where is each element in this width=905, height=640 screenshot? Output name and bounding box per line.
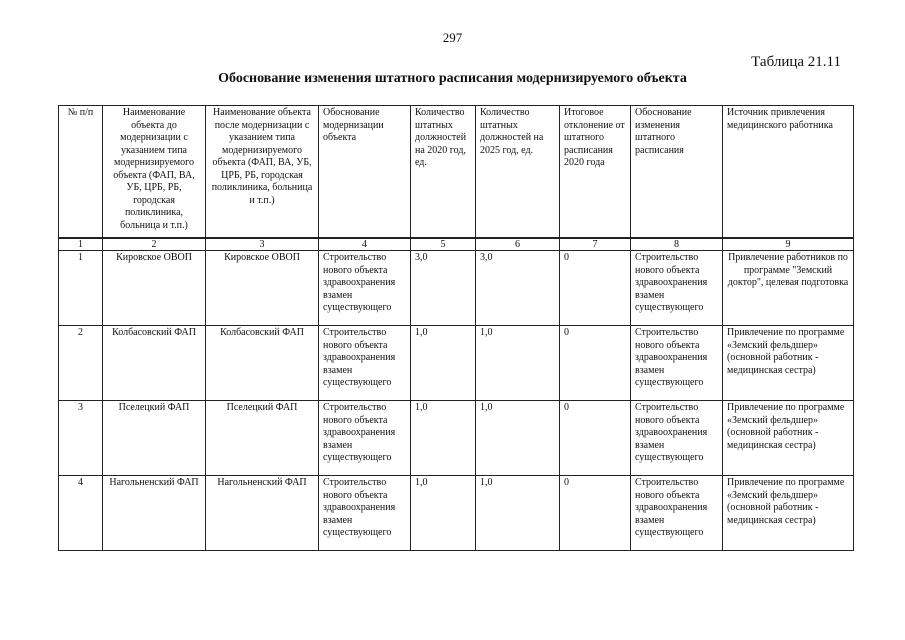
deviation: 0 — [560, 326, 631, 401]
header-row — [59, 106, 854, 239]
change-basis: Строительство нового объекта здравоохранения взамен существующего — [631, 476, 723, 551]
deviation: 0 — [560, 251, 631, 326]
column-number: 1 — [59, 238, 103, 251]
column-number: 2 — [103, 238, 206, 251]
change-basis: Строительство нового объекта здравоохранения взамен существующего — [631, 251, 723, 326]
table-row — [59, 476, 854, 551]
staff-2025: 1,0 — [476, 476, 560, 551]
staff-2025: 3,0 — [476, 251, 560, 326]
staff-2020: 1,0 — [411, 476, 476, 551]
header-cell-modernization-basis: Обоснование модернизации объекта — [319, 106, 411, 239]
staffing-table — [58, 105, 854, 551]
worker-source: Привлечение по программе «Земский фельдшер» (основной работник - медицинская сестра) — [723, 326, 854, 401]
object-after: Кировское ОВОП — [206, 251, 319, 326]
worker-source: Привлечение по программе «Земский фельдшер» (основной работник - медицинская сестра) — [723, 401, 854, 476]
modernization-basis: Строительство нового объекта здравоохранения взамен существующего — [319, 326, 411, 401]
modernization-basis: Строительство нового объекта здравоохранения взамен существующего — [319, 476, 411, 551]
worker-source: Привлечение работников по программе "Земский доктор", целевая подготовка — [723, 251, 854, 326]
column-number: 3 — [206, 238, 319, 251]
staff-2025: 1,0 — [476, 326, 560, 401]
header-cell-source: Источник привлечения медицинского работника — [723, 106, 854, 239]
table-row — [59, 401, 854, 476]
header-cell-staff-2020: Количество штатных должностей на 2020 год, ед. — [411, 106, 476, 239]
row-number: 1 — [59, 251, 103, 326]
staff-2020: 1,0 — [411, 401, 476, 476]
table-row — [59, 326, 854, 401]
object-after: Пселецкий ФАП — [206, 401, 319, 476]
staff-2020: 1,0 — [411, 326, 476, 401]
header-cell-change-basis: Обоснование изменения штатного расписания — [631, 106, 723, 239]
column-number: 7 — [560, 238, 631, 251]
table-row — [59, 251, 854, 326]
column-number: 8 — [631, 238, 723, 251]
change-basis: Строительство нового объекта здравоохранения взамен существующего — [631, 401, 723, 476]
column-number: 5 — [411, 238, 476, 251]
change-basis: Строительство нового объекта здравоохранения взамен существующего — [631, 326, 723, 401]
header-cell-deviation: Итоговое отклонение от штатного расписания 2020 года — [560, 106, 631, 239]
object-after: Нагольненский ФАП — [206, 476, 319, 551]
modernization-basis: Строительство нового объекта здравоохранения взамен существующего — [319, 251, 411, 326]
document-title: Обоснование изменения штатного расписания модернизируемого объекта — [218, 71, 687, 86]
column-number: 9 — [723, 238, 854, 251]
table-label: Таблица 21.11 — [751, 54, 841, 70]
object-after: Колбасовский ФАП — [206, 326, 319, 401]
staff-2025: 1,0 — [476, 401, 560, 476]
object-before: Нагольненский ФАП — [103, 476, 206, 551]
column-number: 4 — [319, 238, 411, 251]
column-number-row — [59, 238, 854, 251]
deviation: 0 — [560, 476, 631, 551]
page-number: 297 — [442, 30, 463, 45]
row-number: 4 — [59, 476, 103, 551]
row-number: 3 — [59, 401, 103, 476]
worker-source: Привлечение по программе «Земский фельдшер» (основной работник - медицинская сестра) — [723, 476, 854, 551]
staff-2020: 3,0 — [411, 251, 476, 326]
modernization-basis: Строительство нового объекта здравоохранения взамен существующего — [319, 401, 411, 476]
object-before: Кировское ОВОП — [103, 251, 206, 326]
column-number: 6 — [476, 238, 560, 251]
header-cell-staff-2025: Количество штатных должностей на 2025 год, ед. — [476, 106, 560, 239]
object-before: Пселецкий ФАП — [103, 401, 206, 476]
deviation: 0 — [560, 401, 631, 476]
header-cell-object-after: Наименование объекта после модернизации с указанием типа модернизируемого объекта (ФАП, ВА, УБ, ЦРБ, РБ, городская поликлиника, больница и т.п.) — [206, 106, 319, 239]
row-number: 2 — [59, 326, 103, 401]
header-cell-object-before: Наименование объекта до модернизации с указанием типа модернизируемого объекта (ФАП, ВА, УБ, ЦРБ, РБ, городская поликлиника, больница и т.п.) — [103, 106, 206, 239]
object-before: Колбасовский ФАП — [103, 326, 206, 401]
header-cell-num: № п/п — [59, 106, 103, 239]
